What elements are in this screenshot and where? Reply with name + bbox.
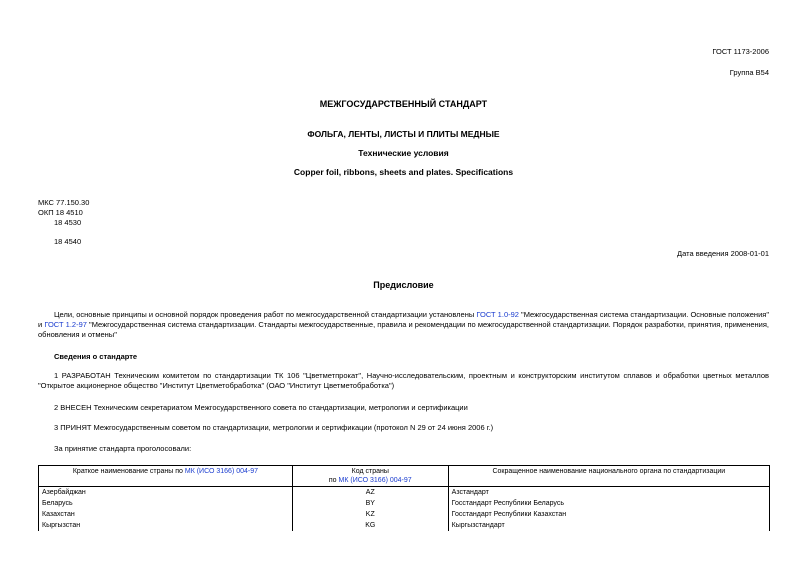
cell-country: Казахстан <box>39 509 293 520</box>
table-row <box>39 487 770 499</box>
link-mk-iso-3166-code[interactable]: МК (ИСО 3166) 004-97 <box>338 477 412 484</box>
voting-table <box>38 465 770 531</box>
cell-national-body: Госстандарт Республики Казахстан <box>448 509 769 520</box>
item-developed: 1 РАЗРАБОТАН Техническим комитетом по стандартизации ТК 106 "Цветметпрокат", Научно-исследовательским, проектным и конструкторским институтом сплавов и обработки цветных металлов "Открытое акционерное общество "Институт Цветметобработка" (ОАО "Институт Цветметобработка") <box>38 371 769 390</box>
cell-code: AZ <box>292 487 448 499</box>
gost-number: ГОСТ 1173-2006 <box>712 47 769 56</box>
title-en: Copper foil, ribbons, sheets and plates. Specifications <box>293 167 514 177</box>
mks-code: МКС 77.150.30 <box>38 198 90 207</box>
voted-intro: За принятие стандарта проголосовали: <box>54 444 192 453</box>
table-header-row <box>39 466 770 487</box>
link-gost-1-2-97[interactable]: ГОСТ 1.2-97 <box>44 320 87 329</box>
standard-type: МЕЖГОСУДАРСТВЕННЫЙ СТАНДАРТ <box>319 99 488 109</box>
table-row <box>39 509 770 520</box>
cell-code: BY <box>292 498 448 509</box>
intro-date: Дата введения 2008-01-01 <box>677 249 769 258</box>
item-adopted: 3 ПРИНЯТ Межгосударственным советом по стандартизации, метрологии и сертификации (протокол N 29 от 24 июня 2006 г.) <box>54 423 494 432</box>
okp-code-1: ОКП 18 4510 <box>38 208 83 217</box>
table-row <box>39 498 770 509</box>
header-country: Краткое наименование страны по МК (ИСО 3166) 004-97 <box>39 466 293 487</box>
cell-national-body: Госстандарт Республики Беларусь <box>448 498 769 509</box>
foreword-heading: Предисловие <box>373 280 434 290</box>
cell-country: Беларусь <box>39 498 293 509</box>
about-standard-heading: Сведения о стандарте <box>54 352 138 361</box>
subtitle-ru: Технические условия <box>358 148 449 158</box>
table-row <box>39 520 770 531</box>
link-mk-iso-3166[interactable]: МК (ИСО 3166) 004-97 <box>184 468 259 475</box>
cell-national-body: Азстандарт <box>448 487 769 499</box>
header-national-body: Сокращенное наименование национального органа по стандартизации <box>448 466 769 487</box>
title-ru: ФОЛЬГА, ЛЕНТЫ, ЛИСТЫ И ПЛИТЫ МЕДНЫЕ <box>307 129 500 139</box>
cell-country: Кыргызстан <box>39 520 293 531</box>
header-code: Код страны по МК (ИСО 3166) 004-97 <box>292 466 448 487</box>
link-gost-1-0-92[interactable]: ГОСТ 1.0-92 <box>476 310 519 319</box>
foreword-paragraph: Цели, основные принципы и основной порядок проведения работ по межгосударственной стандартизации установлены ГОСТ 1.0-92 "Межгосударственная система стандартизации. Основные положения" и ГОСТ 1.2-97 "Межгосударственная система стандартизации. Стандарты межгосударственные, правила и рекомендации по межгосударственной стандартизации. Порядок разработки, принятия, применения, обновления и отмены" <box>38 310 769 339</box>
cell-national-body: Кыргызстандарт <box>448 520 769 531</box>
cell-code: KG <box>292 520 448 531</box>
okp-code-2: 18 4530 <box>54 218 82 227</box>
item-submitted: 2 ВНЕСЕН Техническим секретариатом Межгосударственного совета по стандартизации, метрологии и сертификации <box>54 403 468 412</box>
group-code: Группа В54 <box>729 68 769 77</box>
cell-country: Азербайджан <box>39 487 293 499</box>
cell-code: KZ <box>292 509 448 520</box>
okp-code-3: 18 4540 <box>54 237 82 246</box>
